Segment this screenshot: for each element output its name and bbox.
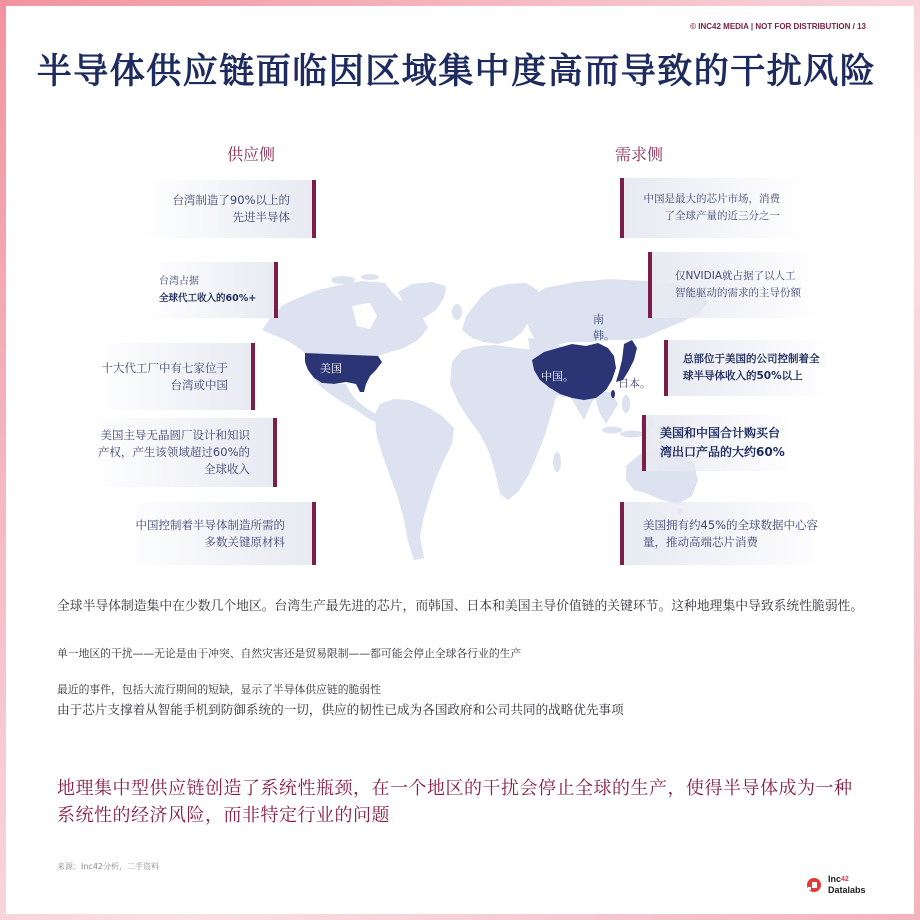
card-line: 台湾制造了90%以上的 <box>172 193 290 207</box>
card-line: 智能驱动的需求的主导份额 <box>675 287 801 299</box>
map-south-america <box>375 399 454 560</box>
copyright-notice: © INC42 MEDIA | NOT FOR DISTRIBUTION / 13 <box>690 22 866 31</box>
map-arctic-island <box>331 276 355 284</box>
map-philippines <box>622 395 630 413</box>
card-line: 台湾或中国 <box>170 377 228 392</box>
map-uk <box>452 304 462 320</box>
supply-card-advanced-chips <box>140 180 316 238</box>
card-line: 台湾占据 <box>159 276 199 287</box>
demand-card-data-centers <box>620 502 830 565</box>
inc42-datalabs-logo <box>806 874 866 896</box>
key-takeaway-line1: 地理集中型供应链创造了系统性瓶颈，在一个地区的干扰会停止全球的生产，使得半导体成为一种 <box>57 778 853 799</box>
card-line: 中国是最大的芯片市场，消费 <box>643 193 780 205</box>
page-title: 半导体供应链面临因区域集中度高而导致的干扰风险 <box>36 52 877 92</box>
card-line-emphasis: 总部位于美国的公司控制着全 <box>683 353 820 365</box>
map-southeast-asia <box>596 392 618 424</box>
supply-card-foundry-revenue <box>150 262 278 318</box>
map-arctic-island <box>361 274 379 280</box>
map-taiwan-highlight <box>611 390 615 398</box>
card-line: 仅NVIDIA就占据了以人工 <box>675 270 796 282</box>
card-line: 先进半导体 <box>232 210 290 224</box>
map-label-korea-line1: 南 <box>593 313 604 326</box>
map-japan-highlight <box>616 340 637 382</box>
logo-wordmark <box>828 874 866 896</box>
logo-line-datalabs: Datalabs <box>828 885 866 895</box>
note-recent-events: 最近的事件，包括大流行期间的短缺，显示了半导体供应链的脆弱性 <box>57 683 381 696</box>
datalabs-logo-icon <box>806 877 822 893</box>
card-line-emphasis: 全球代工收入的60%+ <box>159 293 257 304</box>
map-label-usa: 美国 <box>320 362 342 375</box>
source-note: 来源：Inc42分析，二手资料 <box>57 862 160 871</box>
card-line: 量，推动高端芯片消费 <box>643 534 758 549</box>
card-line: 了全球产量的近三分之一 <box>664 210 780 222</box>
card-line-emphasis: 球半导体收入的50%以上 <box>683 370 803 382</box>
supply-side-heading: 供应侧 <box>226 145 275 164</box>
supply-card-top-foundries <box>95 343 255 410</box>
summary-paragraph: 全球半导体制造集中在少数几个地区。台湾生产最先进的芯片，而韩国、日本和美国主导价值链的关键环节。这种地理集中导致系统性脆弱性。 <box>57 599 864 614</box>
note-resilience: 由于芯片支撑着从智能手机到防御系统的一切，供应的韧性已成为各国政府和公司共同的战略优先事项 <box>57 702 624 717</box>
supply-card-raw-materials <box>120 502 316 565</box>
logo-line-inc <box>828 874 866 885</box>
key-takeaway-line2: 系统性的经济风险，而非特定行业的问题 <box>57 805 390 826</box>
map-label-korea-line2: 韩。 <box>593 329 615 342</box>
map-island-java <box>620 431 644 438</box>
card-line: 产权，产生该领域超过60%的 <box>97 445 250 459</box>
card-line: 美国拥有约45%的全球数据中心容 <box>643 517 819 532</box>
demand-card-taiwan-exports <box>642 415 792 471</box>
supply-card-fabless-design <box>90 418 277 487</box>
card-line: 十大代工厂中有七家位于 <box>101 360 228 375</box>
card-line-emphasis: 美国和中国合计购买台 <box>660 426 781 440</box>
logo-inc: Inc <box>828 874 842 884</box>
card-line: 全球收入 <box>204 462 250 476</box>
card-line: 多数关键原材料 <box>204 534 285 549</box>
map-island-sumatra <box>602 427 622 434</box>
note-disruption: 单一地区的干扰——无论是由于冲突、自然灾害还是贸易限制——都可能会停止全球各行业的生产 <box>57 647 522 660</box>
card-line: 美国主导无晶圆厂设计和知识 <box>100 428 250 442</box>
demand-card-us-revenue <box>664 340 830 396</box>
demand-side-heading: 需求侧 <box>614 145 663 164</box>
demand-card-nvidia-ai <box>648 252 820 318</box>
map-central-america <box>314 378 382 424</box>
logo-42: 42 <box>841 876 849 883</box>
card-line: 中国控制着半导体制造所需的 <box>135 517 285 532</box>
map-madagascar <box>553 452 561 472</box>
card-line-emphasis: 湾出口产品的大约60% <box>660 445 785 459</box>
map-label-japan: 日本。 <box>618 377 651 390</box>
demand-card-china-market <box>620 178 806 238</box>
map-label-china: 中国。 <box>541 370 574 383</box>
